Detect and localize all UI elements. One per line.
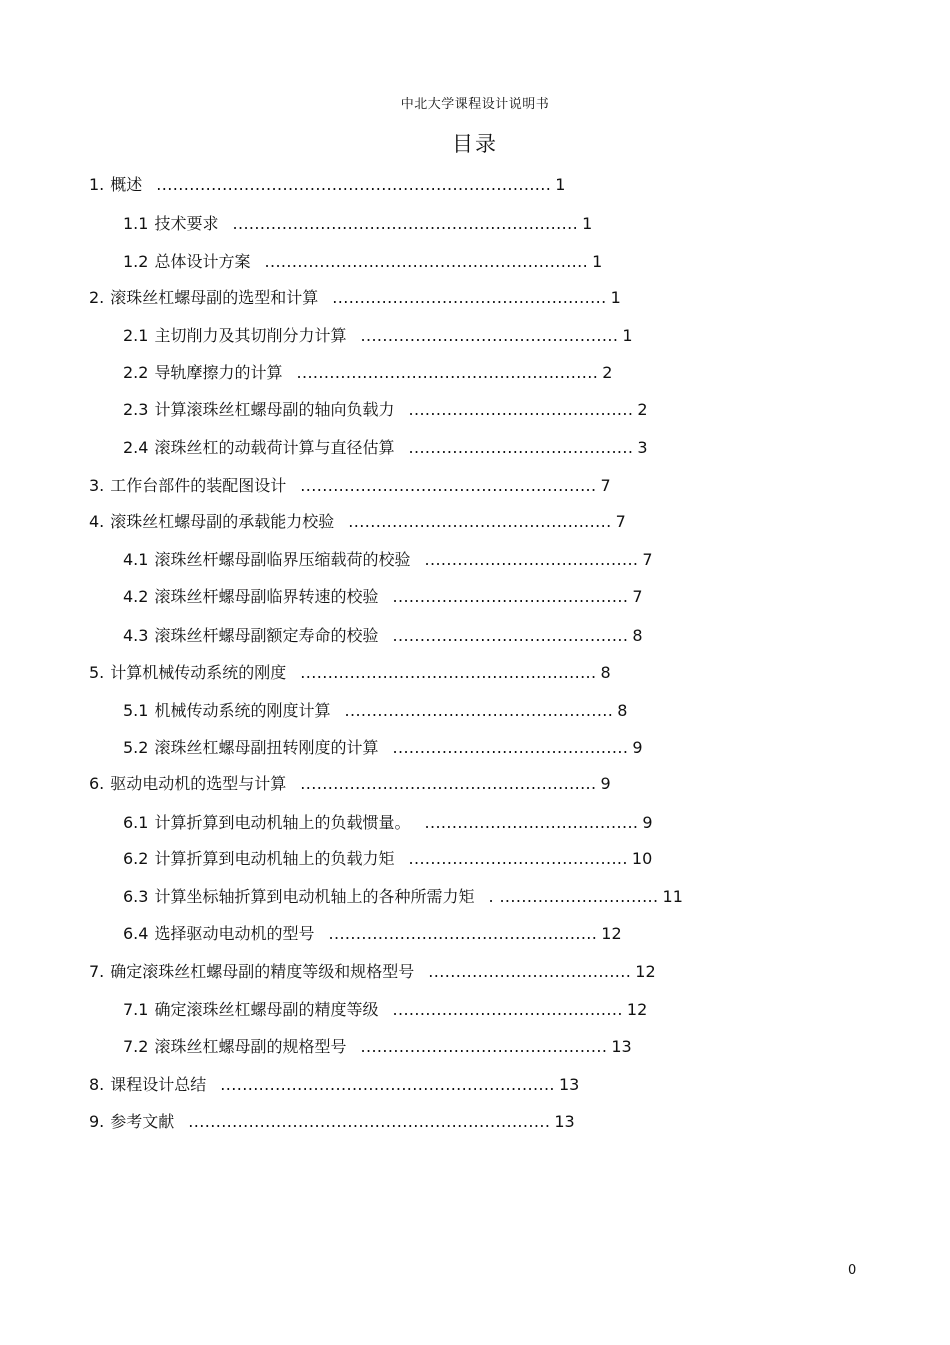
- toc-entry-page: 11: [662, 887, 683, 906]
- toc-entry-label: 工作台部件的装配图设计: [110, 476, 287, 495]
- toc-entry-page: 12: [626, 1000, 648, 1019]
- toc-entry-page: 7: [600, 476, 611, 495]
- toc-leader-dots: .................................................: [344, 701, 614, 720]
- toc-entry-label: 驱动电动机的选型与计算: [110, 774, 287, 793]
- toc-entry-page: 12: [635, 962, 656, 981]
- toc-entry-5-2[interactable]: [123, 736, 643, 760]
- toc-entry-label: 导轨摩擦力的计算: [154, 363, 283, 382]
- toc-entry-number: 1.1: [123, 214, 149, 233]
- toc-entry-page: 9: [642, 813, 653, 832]
- toc-leader-dots: .........................................: [408, 400, 634, 419]
- toc-leader-dots: .........................................: [408, 438, 634, 457]
- toc-entry-number: 4.: [89, 512, 105, 531]
- toc-leader-dots: .......................................: [424, 813, 639, 832]
- toc-entry-2-4[interactable]: [123, 436, 648, 460]
- toc-entry-label: 滚珠丝杆螺母副临界转速的校验: [154, 587, 379, 606]
- toc-entry-number: 2.1: [123, 326, 149, 345]
- toc-entry-number: 2.4: [123, 438, 149, 457]
- toc-entry-7[interactable]: [89, 960, 656, 984]
- toc-leader-dots: ..................................................: [332, 288, 607, 307]
- toc-entry-label: 确定滚珠丝杠螺母副的精度等级和规格型号: [110, 962, 415, 981]
- toc-entry-number: 5.2: [123, 738, 149, 757]
- toc-entry-page: 9: [600, 774, 611, 793]
- page-number: 0: [848, 1263, 857, 1278]
- toc-entry-label: 计算坐标轴折算到电动机轴上的各种所需力矩: [154, 887, 475, 906]
- toc-entry-number: 7.2: [123, 1037, 149, 1056]
- toc-entry-number: 6.: [89, 774, 105, 793]
- toc-entry-6-3[interactable]: [123, 885, 683, 909]
- toc-entry-number: 2.3: [123, 400, 149, 419]
- toc-entry-number: 1.2: [123, 252, 149, 271]
- toc-entry-2-3[interactable]: [123, 398, 648, 422]
- toc-leader-dots: ..........................................: [392, 1000, 623, 1019]
- toc-entry-label: 课程设计总结: [110, 1075, 207, 1094]
- toc-leader-dots: ..................................................................: [188, 1112, 551, 1131]
- toc-entry-label: 参考文献: [110, 1112, 175, 1131]
- toc-leader-dots: ........................................: [408, 849, 628, 868]
- toc-entry-page: 12: [601, 924, 622, 943]
- toc-entry-label: 滚珠丝杠螺母副的承载能力校验: [110, 512, 335, 531]
- toc-entry-2-1[interactable]: [123, 324, 633, 348]
- toc-leader-dots: .....................................: [428, 962, 632, 981]
- toc-entry-label: 选择驱动电动机的型号: [154, 924, 315, 943]
- toc-leader-dots: ...........................................: [392, 626, 629, 645]
- toc-entry-label: 计算折算到电动机轴上的负载力矩: [154, 849, 395, 868]
- toc-entry-label: 总体设计方案: [154, 252, 251, 271]
- toc-entry-number: 8.: [89, 1075, 105, 1094]
- toc-entry-page: 10: [631, 849, 653, 868]
- toc-entry-page: 2: [602, 363, 613, 382]
- toc-entry-page: 1: [610, 288, 621, 307]
- toc-entry-number: 2.2: [123, 363, 149, 382]
- toc-entry-page: 7: [642, 550, 653, 569]
- toc-leader-dots: . .............................: [488, 887, 659, 906]
- toc-entry-1[interactable]: [89, 173, 565, 197]
- toc-entry-label: 主切削力及其切削分力计算: [154, 326, 347, 345]
- toc-entry-number: 5.1: [123, 701, 149, 720]
- toc-entry-5-1[interactable]: [123, 699, 627, 723]
- toc-entry-page: 13: [611, 1037, 632, 1056]
- toc-entry-page: 7: [615, 512, 626, 531]
- toc-leader-dots: .............................................: [360, 1037, 608, 1056]
- toc-leader-dots: ...........................................................: [264, 252, 589, 271]
- toc-entry-label: 滚珠丝杠螺母副的规格型号: [154, 1037, 347, 1056]
- toc-entry-number: 6.1: [123, 813, 149, 832]
- toc-entry-7-1[interactable]: [123, 998, 647, 1022]
- toc-leader-dots: ......................................................: [300, 774, 597, 793]
- toc-entry-number: 9.: [89, 1112, 105, 1131]
- toc-entry-6[interactable]: [89, 772, 611, 796]
- toc-entry-label: 概述: [110, 175, 143, 194]
- toc-entry-number: 2.: [89, 288, 105, 307]
- toc-entry-page: 8: [600, 663, 611, 682]
- toc-entry-page: 8: [617, 701, 628, 720]
- toc-leader-dots: ...........................................: [392, 738, 629, 757]
- toc-entry-number: 4.2: [123, 587, 149, 606]
- toc-leader-dots: ......................................................: [300, 476, 597, 495]
- toc-entry-page: 9: [632, 738, 643, 757]
- toc-entry-page: 1: [555, 175, 566, 194]
- toc-entry-page: 13: [558, 1075, 580, 1094]
- toc-entry-6-2[interactable]: [123, 847, 652, 871]
- toc-leader-dots: ...............................................: [360, 326, 619, 345]
- toc-entry-page: 8: [632, 626, 643, 645]
- toc-entry-number: 1.: [89, 175, 105, 194]
- toc-entry-6-1[interactable]: [123, 811, 653, 835]
- toc-entry-4-2[interactable]: [123, 585, 643, 609]
- toc-entry-label: 机械传动系统的刚度计算: [154, 701, 331, 720]
- toc-entry-2-2[interactable]: [123, 361, 612, 385]
- toc-leader-dots: .............................................................: [220, 1075, 555, 1094]
- toc-entry-label: 滚珠丝杠的动载荷计算与直径估算: [154, 438, 395, 457]
- toc-entry-number: 7.: [89, 962, 105, 981]
- toc-entry-7-2[interactable]: [123, 1035, 632, 1059]
- toc-entry-2[interactable]: [89, 286, 621, 310]
- toc-entry-label: 滚珠丝杆螺母副临界压缩载荷的校验: [154, 550, 411, 569]
- toc-entry-page: 1: [592, 252, 603, 271]
- toc-entry-9[interactable]: [89, 1110, 575, 1134]
- toc-entry-number: 5.: [89, 663, 105, 682]
- toc-entry-page: 2: [637, 400, 648, 419]
- toc-entry-number: 6.3: [123, 887, 149, 906]
- document-header: 中北大学课程设计说明书: [400, 97, 550, 112]
- toc-entry-4-3[interactable]: [123, 624, 643, 648]
- toc-entry-label: 滚珠丝杆螺母副额定寿命的校验: [154, 626, 379, 645]
- toc-entry-label: 技术要求: [154, 214, 219, 233]
- toc-entry-page: 3: [637, 438, 648, 457]
- toc-entry-4-1[interactable]: [123, 548, 653, 572]
- toc-entry-number: 4.3: [123, 626, 149, 645]
- toc-leader-dots: ...............................................................: [232, 214, 579, 233]
- toc-leader-dots: .......................................: [424, 550, 639, 569]
- toc-entry-number: 3.: [89, 476, 105, 495]
- toc-entry-label: 滚珠丝杠螺母副扭转刚度的计算: [154, 738, 379, 757]
- toc-entry-label: 滚珠丝杠螺母副的选型和计算: [110, 288, 319, 307]
- toc-entry-number: 7.1: [123, 1000, 149, 1019]
- toc-title: 目录: [452, 132, 498, 156]
- toc-leader-dots: .......................................................: [296, 363, 599, 382]
- toc-entry-1-1[interactable]: [123, 212, 592, 236]
- toc-entry-page: 1: [582, 214, 593, 233]
- toc-entry-8[interactable]: [89, 1073, 579, 1097]
- toc-entry-5[interactable]: [89, 661, 611, 685]
- toc-entry-1-2[interactable]: [123, 250, 602, 274]
- toc-entry-page: 7: [632, 587, 643, 606]
- toc-entry-label: 计算机械传动系统的刚度: [110, 663, 287, 682]
- toc-entry-3[interactable]: [89, 474, 611, 498]
- toc-leader-dots: ................................................: [348, 512, 612, 531]
- toc-leader-dots: .................................................: [328, 924, 598, 943]
- toc-entry-label: 计算折算到电动机轴上的负载惯量。: [154, 813, 411, 832]
- toc-entry-page: 1: [622, 326, 633, 345]
- toc-entry-page: 13: [554, 1112, 575, 1131]
- toc-entry-6-4[interactable]: [123, 922, 622, 946]
- toc-entry-number: 6.4: [123, 924, 149, 943]
- toc-entry-number: 4.1: [123, 550, 149, 569]
- toc-entry-4[interactable]: [89, 510, 626, 534]
- toc-leader-dots: ........................................................................: [156, 175, 552, 194]
- toc-leader-dots: ......................................................: [300, 663, 597, 682]
- toc-leader-dots: ...........................................: [392, 587, 629, 606]
- toc-entry-label: 计算滚珠丝杠螺母副的轴向负载力: [154, 400, 395, 419]
- toc-entry-number: 6.2: [123, 849, 149, 868]
- toc-entry-label: 确定滚珠丝杠螺母副的精度等级: [154, 1000, 379, 1019]
